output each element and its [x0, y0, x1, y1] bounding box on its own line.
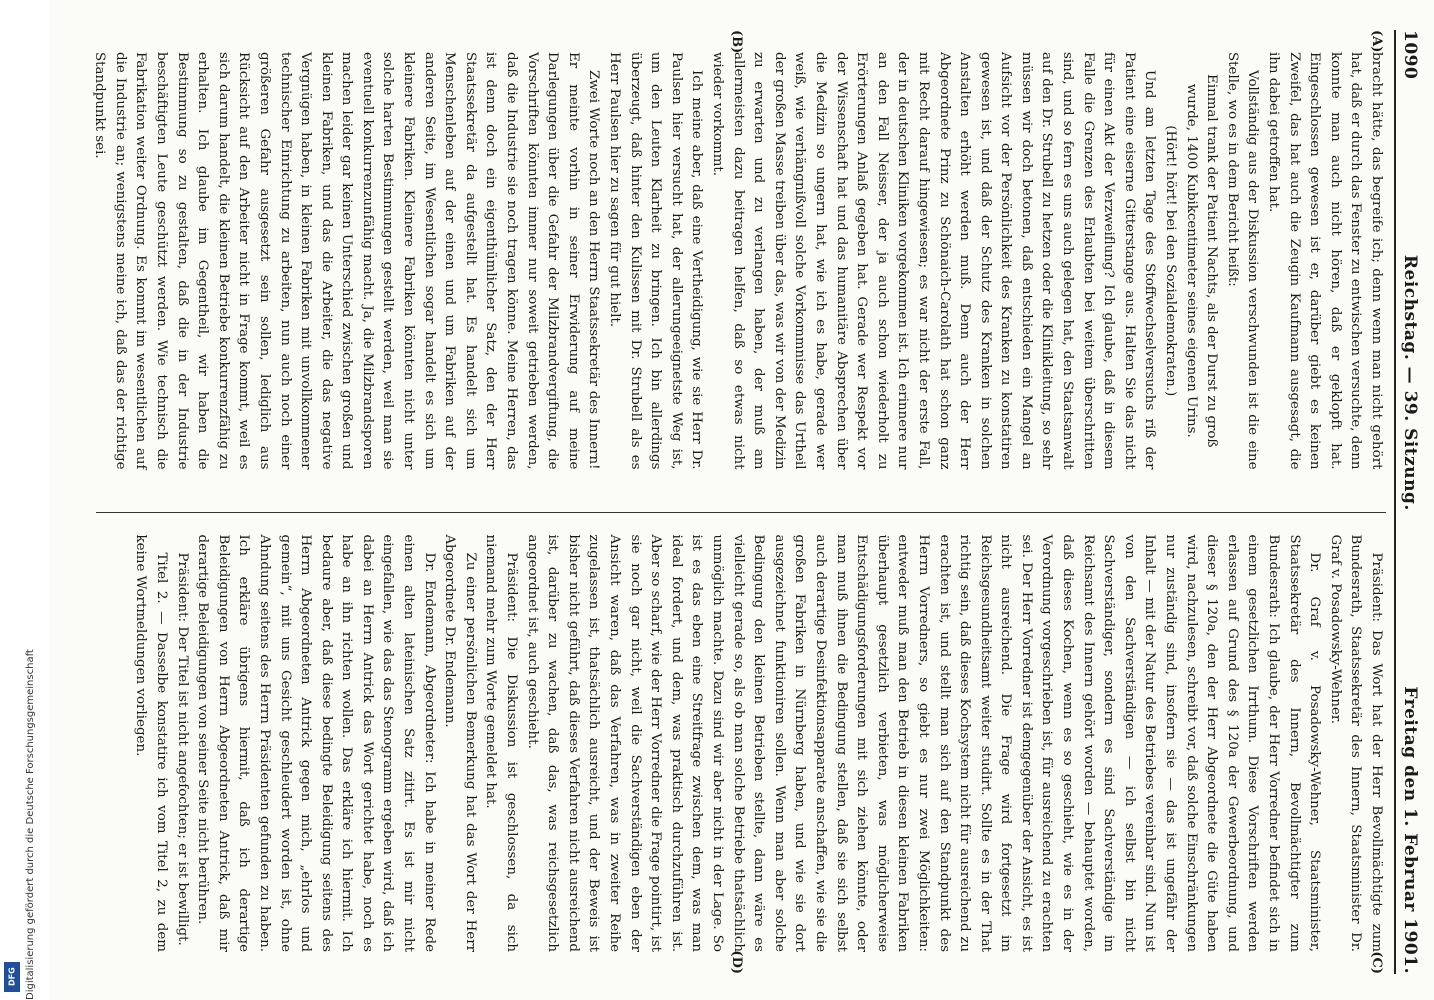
paragraph: Titel 2. — Dasselbe konstatire ich vom Titel 2, zu dem keine Wortmeldungen vorliegen.: [133, 534, 169, 952]
page-header: [1394, 30, 1420, 974]
paragraph: Und am letzten Tage des Stoffwechselversuchs riß der Patient eine eiserne Gitterstange aus. Halten Sie das nicht für einen Akt der Verzweiflung? Ich glaube, daß in diesem Falle die Grenzen des Erlaubten bei weitem überschritten sind, und so fern es uns auch gelegen hat, den Staatsanwalt auf den Dr. Strubell zu hetzen oder die Klinikleitung, so sehr müssen wir doch betonen, daß entschieden ein Mangel an Aufsicht vor der Persönlichkeit des Kranken zu konstatiren gewesen ist, und daß der Schutz des Kranken in solchen Anstalten erhöht werden muß. Denn auch der Herr Abgeordnete Prinz zu Schönaich-Carolath hat schon ganz mit Recht darauf hingewiesen; es war nicht der erste Fall, der in deutschen Kliniken vorgekommen ist. Ich erinnere nur an den Fall Neisser, der ja auch schon wiederholt zu Erörterungen Anlaß gegeben hat. Gerade wer Respekt vor der Wissenschaft hat und das humanitäre Absprechen über die Medizin so ungern hat, wie ich es habe, gerade wer weiß, wie verhängnißvoll solche Vorkommnisse das Urtheil der großen Masse treiben über das, was wir von der Medizin zu erwarten und zu verlangen haben, der muß am allermeisten dazu beitragen helfen, daß so etwas nicht wieder vorkommt.: [710, 52, 1158, 470]
paragraph: bracht hätte, das begreife ich; denn wenn man nicht gehört hat, daß er durch das Fenster zu entwischen versuchte, denn konnte man auch nicht hören, daß er geklopft hat. Eingeschlossen gewesen ist er, darüber giebt es keinen Zweifel, das hat auch die Zeugin Kaufmann ausgesagt, die ihn dabei getroffen hat.: [1266, 52, 1384, 470]
page-number: 1090: [1400, 30, 1420, 80]
margin-marker-b: (B): [729, 30, 744, 54]
margin-marker-d: (D): [729, 950, 744, 974]
interjection: (Hört! hört! bei den Sozialdemokraten.): [1163, 125, 1179, 397]
paragraph: Zwei Worte noch an den Herrn Staatssekretär des Innern! Er meinte vorhin in seiner Erwiderung auf meine Darlegungen über die Gefahr der Milzbrandvergiftung, die Vorschriften könnten immer nur soweit getrieben werden, daß die Industrie sie noch tragen könne. Meine Herren, das ist denn doch ein eigenthümlicher Satz, den der Herr Staatssekretär da aufgestellt hat. Es handelt sich um Menschenleben auf der einen und um Fabriken auf der anderen Seite, im Wesentlichen sogar handelt es sich um kleinere Fabriken. Kleinere Fabriken könnten nicht unter solche harten Bestimmungen gestellt werden, weil man sie eventuell konkurrenzunfähig macht. Ja, die Milzbrandsporen machen leider gar keinen Unterschied zwischen großen und kleinen Fabriken, und das die Arbeiter, die das negative Vergnügen haben, in kleinen Fabriken mit unvollkommener technischer Einrichtung zu arbeiten, nun auch noch einer größeren Gefahr ausgesetzt sein sollen, lediglich aus Rücksicht auf den Arbeiter nicht in Frage kommt, weil es sich darum handelt, die kleinen Betriebe konkurrenzfähig zu erhalten. Ich glaube im Gegentheil, wir haben die Bestimmung so zu gestalten, daß die in der Industrie beschäftigten Leute geschützt werden. Wie technisch die Fabrikation weiter Ordnung. Es kommt im wesentlichen auf die Industrie an; wenigstens meine ich, daß das der richtige Standpunkt sei.: [92, 52, 602, 470]
page-title: Reichstag. — 39. Sitzung.: [1400, 254, 1420, 511]
paragraph: Präsident: Das Wort hat der Herr Bevollmächtigte zum Bundesrath, Staatssekretär des Innern, Staatsminister Dr. Graf v. Posadowsky-Wehner.: [1327, 534, 1384, 952]
digitization-credit: Digitalisierung gefördert durch die Deutsche Forschungsgemeinschaft: [25, 649, 36, 1000]
paragraph: Präsident: Die Diskussion ist geschlossen, da sich niemand mehr zum Worte gemeldet hat.: [483, 534, 520, 952]
scanned-page: [50, 0, 1434, 1000]
quotation: Einmal trank der Patient Nachts, als der Durst zu groß wurde, 1400 Kubikcentimeter seines eigenen Urins.: [1183, 74, 1220, 448]
paragraph: Dr. Graf v. Posadowsky-Wehner, Staatsminister, Staatssekretär des Innern, Bevollmächtigter zum Bundesrath: Ich glaube, der Herr Vorredner befindet sich in einem gesetzlichen Irrthum. Diese Vorschriften werden erlassen auf Grund des § 120a der Gewerbeordnung, und dieser § 120a, den der Herr Abgeordnete die Güte haben wird, nachzulesen, schreibt vor, daß solche Einschränkungen nur zuständig sind, insofern sie — das ist ungefähr der Inhalt — mit der Natur des Betriebes vereinbar sind. Nun ist von den Sachverständigen — ich selbst bin nicht Sachverständiger, sondern es sind Sachverständige im Reichsamt des Innern gehört worden — behauptet worden, daß dieses Kochen, wenn es so geschieht, wie es in der Verordnung vorgeschrieben ist, für ausreichend zu erachten sei. Der Herr Vorredner ist demgegenüber der Ansicht, es ist nicht ausreichend. Die Frage wird fortgesetzt im Reichsgesundheitsamt weiter studirt. Sollte es in der That richtig sein, daß dieses Kochsystem nicht für ausreichend zu erachten ist, und stellt man sich auf den Standpunkt des Herrn Vorredners, so giebt es nur zwei Möglichkeiten: entweder muß man den Betrieb in diesen kleinen Fabriken überhaupt gesetzlich verbieten, was möglicherweise Entschädigungsforderungen mit sich ziehen könnte, oder man muß ihnen die Bedingung stellen, daß sie sich selbst auch derartige Desinfektionsapparate anschaffen, wie sie die großen Fabriken in Nürnberg haben, und wie sie dort ausgezeichnet funktioniren sollen. Wenn man aber solche Bedingung den kleinen Betrieben stellte, dann wäre es vielleicht gerade so, als ob man solche Betriebe thatsächlich unmöglich machte. Dazu sind wir aber nicht in der Lage. So ist es das eben eine Streitfrage zwischen dem, was man ideal fordert, und dem, was praktisch durchzuführen ist. Aber so scharf, wie der Herr Vorredner die Frage pointirt, ist sie noch gar nicht, weil die Sachverständigen eben der Ansicht waren, daß das Verfahren, was in zweiter Reihe zugelassen ist, thatsächlich ausreicht, und der Beweis ist bisher nicht geführt, daß dieses Verfahren nicht ausreichend ist, darüber zu wachen, daß das, was reichsgesetzlich angeordnet ist, auch geschieht.: [524, 534, 1323, 952]
digitization-credit-strip: [0, 0, 50, 1000]
paragraph: Ich meine aber, daß eine Vertheidigung, wie sie Herr Dr. Paulsen hier versucht hat, der allerungeeignetste Weg ist, um den Leuten Klarheit zu bringen. Ich bin allerdings überzeugt, daß hinter den Kulissen mit Dr. Strubell als es Herr Paulsen hier zu sagen für gut hielt.: [607, 52, 705, 470]
paragraph: Präsident: Der Titel ist nicht angefochten; er ist bewilligt.: [174, 552, 190, 946]
paragraph: Vollständig aus der Diskussion verschwunden ist die eine Stelle, wo es in dem Bericht heißt:: [1224, 52, 1261, 470]
paragraph: Dr. Endemann, Abgeordneter: Ich habe in meiner Rede einen alten lateinischen Satz zitirt. Es ist mir nicht eingefallen, wie das das Stenogramm ergeben wird, daß ich dabei an Herrn Antrick das Wort gerichtet habe, noch es habe an ihn richten wollen. Das erkläre ich hiermit. Ich bedaure aber, daß diese bedingte Beleidigung seitens des Herrn Abgeordneten Antrick gegen mich, „ehrlos und gemein“, mit uns Gesicht geschleudert worden ist, ohne Ahndung seitens des Herrn Präsidenten gefunden zu haben. Ich erkläre übrigens hiermit, daß ich derartige Beleidigungen von Herrn Abgeordneten Antrick, daß mir derartige Beleidigungen von seiner Seite nicht berühren.: [195, 534, 437, 952]
margin-marker-c: (C): [1369, 951, 1384, 974]
dfg-logo: DFG: [4, 962, 20, 992]
right-column: [96, 512, 1386, 975]
paragraph: Zu einer persönlichen Bemerkung hat das Wort der Herr Abgeordnete Dr. Endemann.: [442, 534, 478, 952]
left-column: [92, 30, 1386, 492]
margin-marker-a: (A): [1369, 30, 1384, 53]
text-columns: [92, 30, 1386, 974]
page-date: Freitag den 1. Februar 1901.: [1400, 686, 1420, 974]
rotated-page-content: [50, 0, 1434, 1000]
